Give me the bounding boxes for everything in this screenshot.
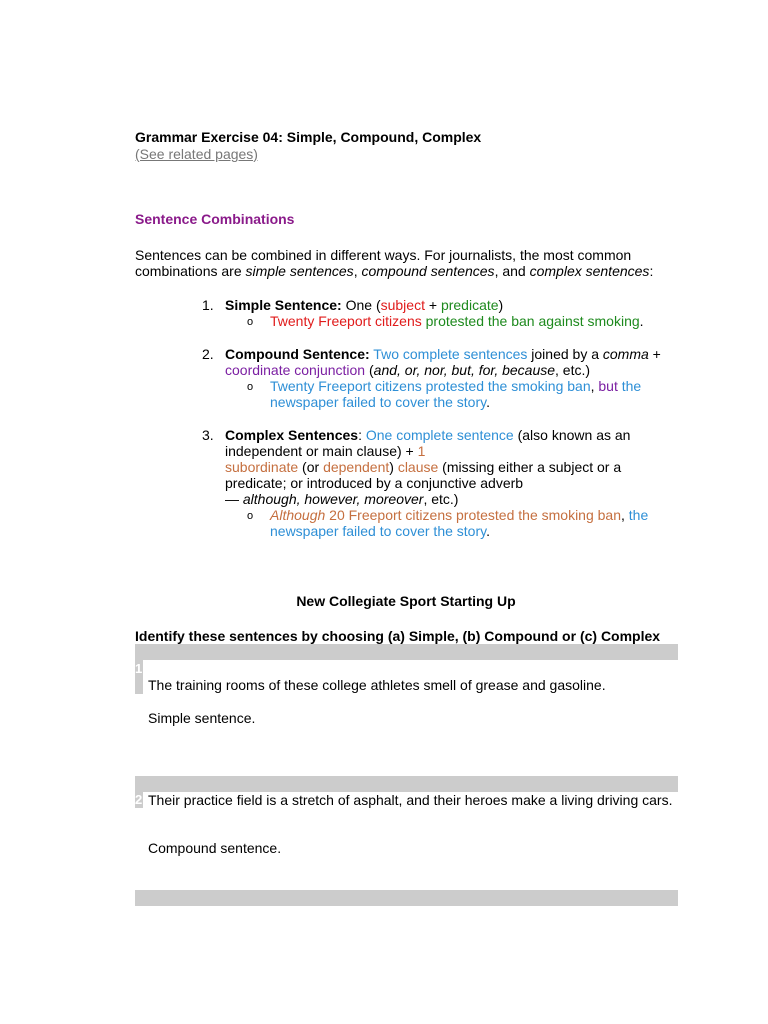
example-comma: , [590,378,599,394]
intro-text: Sentences can be combined in different ways. For journalists, the most common combinations are [135,247,632,279]
example-second-clause: the newspaper failed to cover the story [270,378,642,410]
item-text: joined by a [527,346,603,362]
list-number: 2. [202,346,214,362]
intro-sep: , and [494,263,530,279]
question-2-answer: Compound sentence. [148,840,282,856]
exercise-title: New Collegiate Sport Starting Up [296,593,516,609]
item-text: , etc.) [555,362,591,378]
intro-complex: complex sentences [529,263,650,279]
example-subject: Twenty Freeport citizens [270,313,422,329]
adverb-list: although, however, moreover [242,491,424,507]
clause-term: clause [397,459,439,475]
coordinate-conjunction-term: coordinate conjunction [225,362,366,378]
list-item-compound [202,346,682,410]
item-text: (also known as an independent or main clause) + [225,427,631,459]
item-text: ( [365,362,374,378]
question-3-header-bar [135,890,678,906]
list-number: 1. [202,297,214,313]
list-number: 3. [202,427,214,443]
question-1-header-bar [135,644,678,660]
intro-compound: compound sentences [361,263,495,279]
example-first-clause: Twenty Freeport citizens protested the smoking ban [270,378,591,394]
item-text: — [225,491,243,507]
list-item-simple [202,297,682,329]
item-label: Compound Sentence: [225,346,370,362]
bullet: o [247,381,254,393]
bullet: o [247,316,254,328]
question-1-text: The training rooms of these college athletes smell of grease and gasoline. [148,677,606,693]
example-dependent-clause: 20 Freeport citizens protested the smoking ban [325,507,621,523]
plus-sign: + [424,297,441,313]
item-text: (missing either a subject or a predicate; or introduced by a conjunctive adverb [225,459,622,491]
example-sentence [247,313,682,329]
intro-sep: , [353,263,362,279]
example-end: . [486,523,490,539]
question-1-answer: Simple sentence. [148,710,256,726]
subject-term: subject [380,297,425,313]
predicate-term: predicate [440,297,499,313]
question-1-number: 1 [135,660,143,694]
example-sentence [247,378,682,410]
item-label: Simple Sentence: [225,297,342,313]
intro-simple: simple sentences [245,263,354,279]
intro-end: : [649,263,654,279]
one-sentence-term: One complete sentence [365,427,514,443]
example-conjunction: but [598,378,618,394]
item-text: , etc.) [423,491,459,507]
section-heading: Sentence Combinations [135,211,295,227]
question-2-text: Their practice field is a stretch of asphalt, and their heroes make a living driving cars. [148,792,673,808]
item-label: Complex Sentences [225,427,359,443]
two-sentences-term: Two complete sentences [369,346,528,362]
example-sentence [247,507,682,539]
conjunction-list: and, or, nor, but, for, because [373,362,556,378]
example-main-clause: the newspaper failed to cover the story [270,507,649,539]
one-number: 1 [417,443,426,459]
intro-paragraph [135,247,675,279]
question-2-header-bar [135,776,678,792]
dependent-term: dependent [323,459,390,475]
item-text: (or [298,459,324,475]
exercise-instruction: Identify these sentences by choosing (a) Simple, (b) Compound or (c) Complex [135,628,661,644]
item-text: ) [498,297,504,313]
page-title: Grammar Exercise 04: Simple, Compound, Complex [135,129,482,145]
item-text: : [358,427,366,443]
question-2-number: 2 [135,792,143,807]
plus-sign: + [648,346,661,362]
example-comma: , [621,507,629,523]
bullet: o [247,510,254,522]
example-although: Although [270,507,326,523]
example-predicate: protested the ban against smoking [421,313,640,329]
related-pages-link[interactable]: (See related pages) [135,146,258,162]
comma-term: comma [602,346,649,362]
subordinate-term: subordinate [225,459,299,475]
example-end: . [639,313,644,329]
example-end: . [486,394,490,410]
item-text: ) [389,459,398,475]
item-text: One ( [341,297,381,313]
list-item-complex [202,427,682,539]
